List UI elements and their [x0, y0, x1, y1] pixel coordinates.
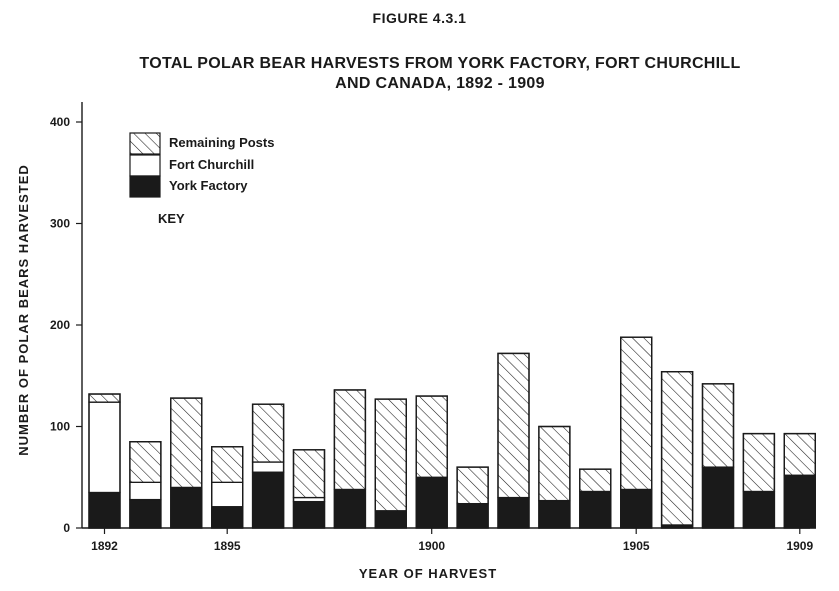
bar-remaining-posts: [253, 404, 284, 462]
x-tick-label: 1900: [418, 539, 446, 553]
bar-york-factory: [130, 500, 161, 528]
bar-york-factory: [294, 502, 325, 528]
x-tick-label: 1909: [786, 539, 814, 553]
legend-label: Remaining Posts: [169, 135, 275, 150]
bar-york-factory: [580, 491, 611, 528]
x-axis-title: YEAR OF HARVEST: [358, 566, 498, 581]
y-tick-label: 100: [49, 419, 70, 434]
bar-york-factory: [375, 511, 406, 528]
bar-fort-churchill: [253, 462, 284, 472]
bar-remaining-posts: [498, 353, 529, 497]
bar-york-factory: [498, 498, 529, 528]
bar-remaining-posts: [784, 434, 815, 476]
bar-york-factory: [621, 489, 652, 528]
bar-remaining-posts: [334, 390, 365, 489]
x-tick-label: 1905: [622, 539, 650, 553]
bar-remaining-posts: [89, 394, 120, 402]
chart-title-line-1: TOTAL POLAR BEAR HARVESTS FROM YORK FACTORY, FORT CHURCHILL: [139, 55, 741, 72]
figure-label: FIGURE 4.3.1: [372, 10, 467, 26]
bar-remaining-posts: [580, 469, 611, 491]
bar-remaining-posts: [375, 399, 406, 511]
y-tick-label: 200: [49, 318, 70, 332]
x-tick-label: 1892: [91, 539, 118, 553]
legend-swatch-remaining-posts: [130, 133, 160, 154]
bar-remaining-posts: [130, 442, 161, 483]
y-tick-label: 400: [49, 115, 70, 129]
y-tick-label: 0: [63, 521, 70, 535]
bars: [89, 337, 815, 528]
bar-york-factory: [89, 492, 120, 528]
bar-remaining-posts: [416, 396, 447, 477]
bar-remaining-posts: [703, 384, 734, 467]
bar-york-factory: [334, 489, 365, 528]
bar-york-factory: [416, 477, 447, 528]
bar-remaining-posts: [171, 398, 202, 487]
bar-remaining-posts: [539, 427, 570, 501]
bar-york-factory: [171, 487, 202, 528]
bar-fort-churchill: [130, 482, 161, 499]
legend-swatch-fort-churchill: [130, 155, 160, 176]
y-tick-label: 300: [49, 216, 70, 231]
y-axis-title: NUMBER OF POLAR BEARS HARVESTED: [16, 164, 31, 456]
legend-key-label: KEY: [158, 211, 185, 226]
legend-label: Fort Churchill: [169, 157, 255, 172]
bar-fort-churchill: [212, 482, 243, 506]
bar-york-factory: [743, 491, 774, 528]
bar-york-factory: [212, 507, 243, 528]
bar-remaining-posts: [621, 337, 652, 489]
legend-label: York Factory: [169, 178, 248, 193]
bar-york-factory: [539, 501, 570, 528]
bar-remaining-posts: [294, 450, 325, 498]
bar-york-factory: [253, 472, 284, 528]
chart-title-line-2: AND CANADA, 1892 - 1909: [335, 75, 545, 92]
legend: [130, 133, 274, 226]
bar-york-factory: [703, 467, 734, 528]
bar-york-factory: [784, 475, 815, 528]
x-tick-label: 1895: [213, 539, 241, 553]
bar-remaining-posts: [662, 372, 693, 525]
bar-york-factory: [457, 504, 488, 528]
bar-remaining-posts: [212, 447, 243, 483]
bar-remaining-posts: [743, 434, 774, 492]
bar-remaining-posts: [457, 467, 488, 504]
legend-swatch-york-factory: [130, 176, 160, 197]
bar-fort-churchill: [89, 402, 120, 492]
